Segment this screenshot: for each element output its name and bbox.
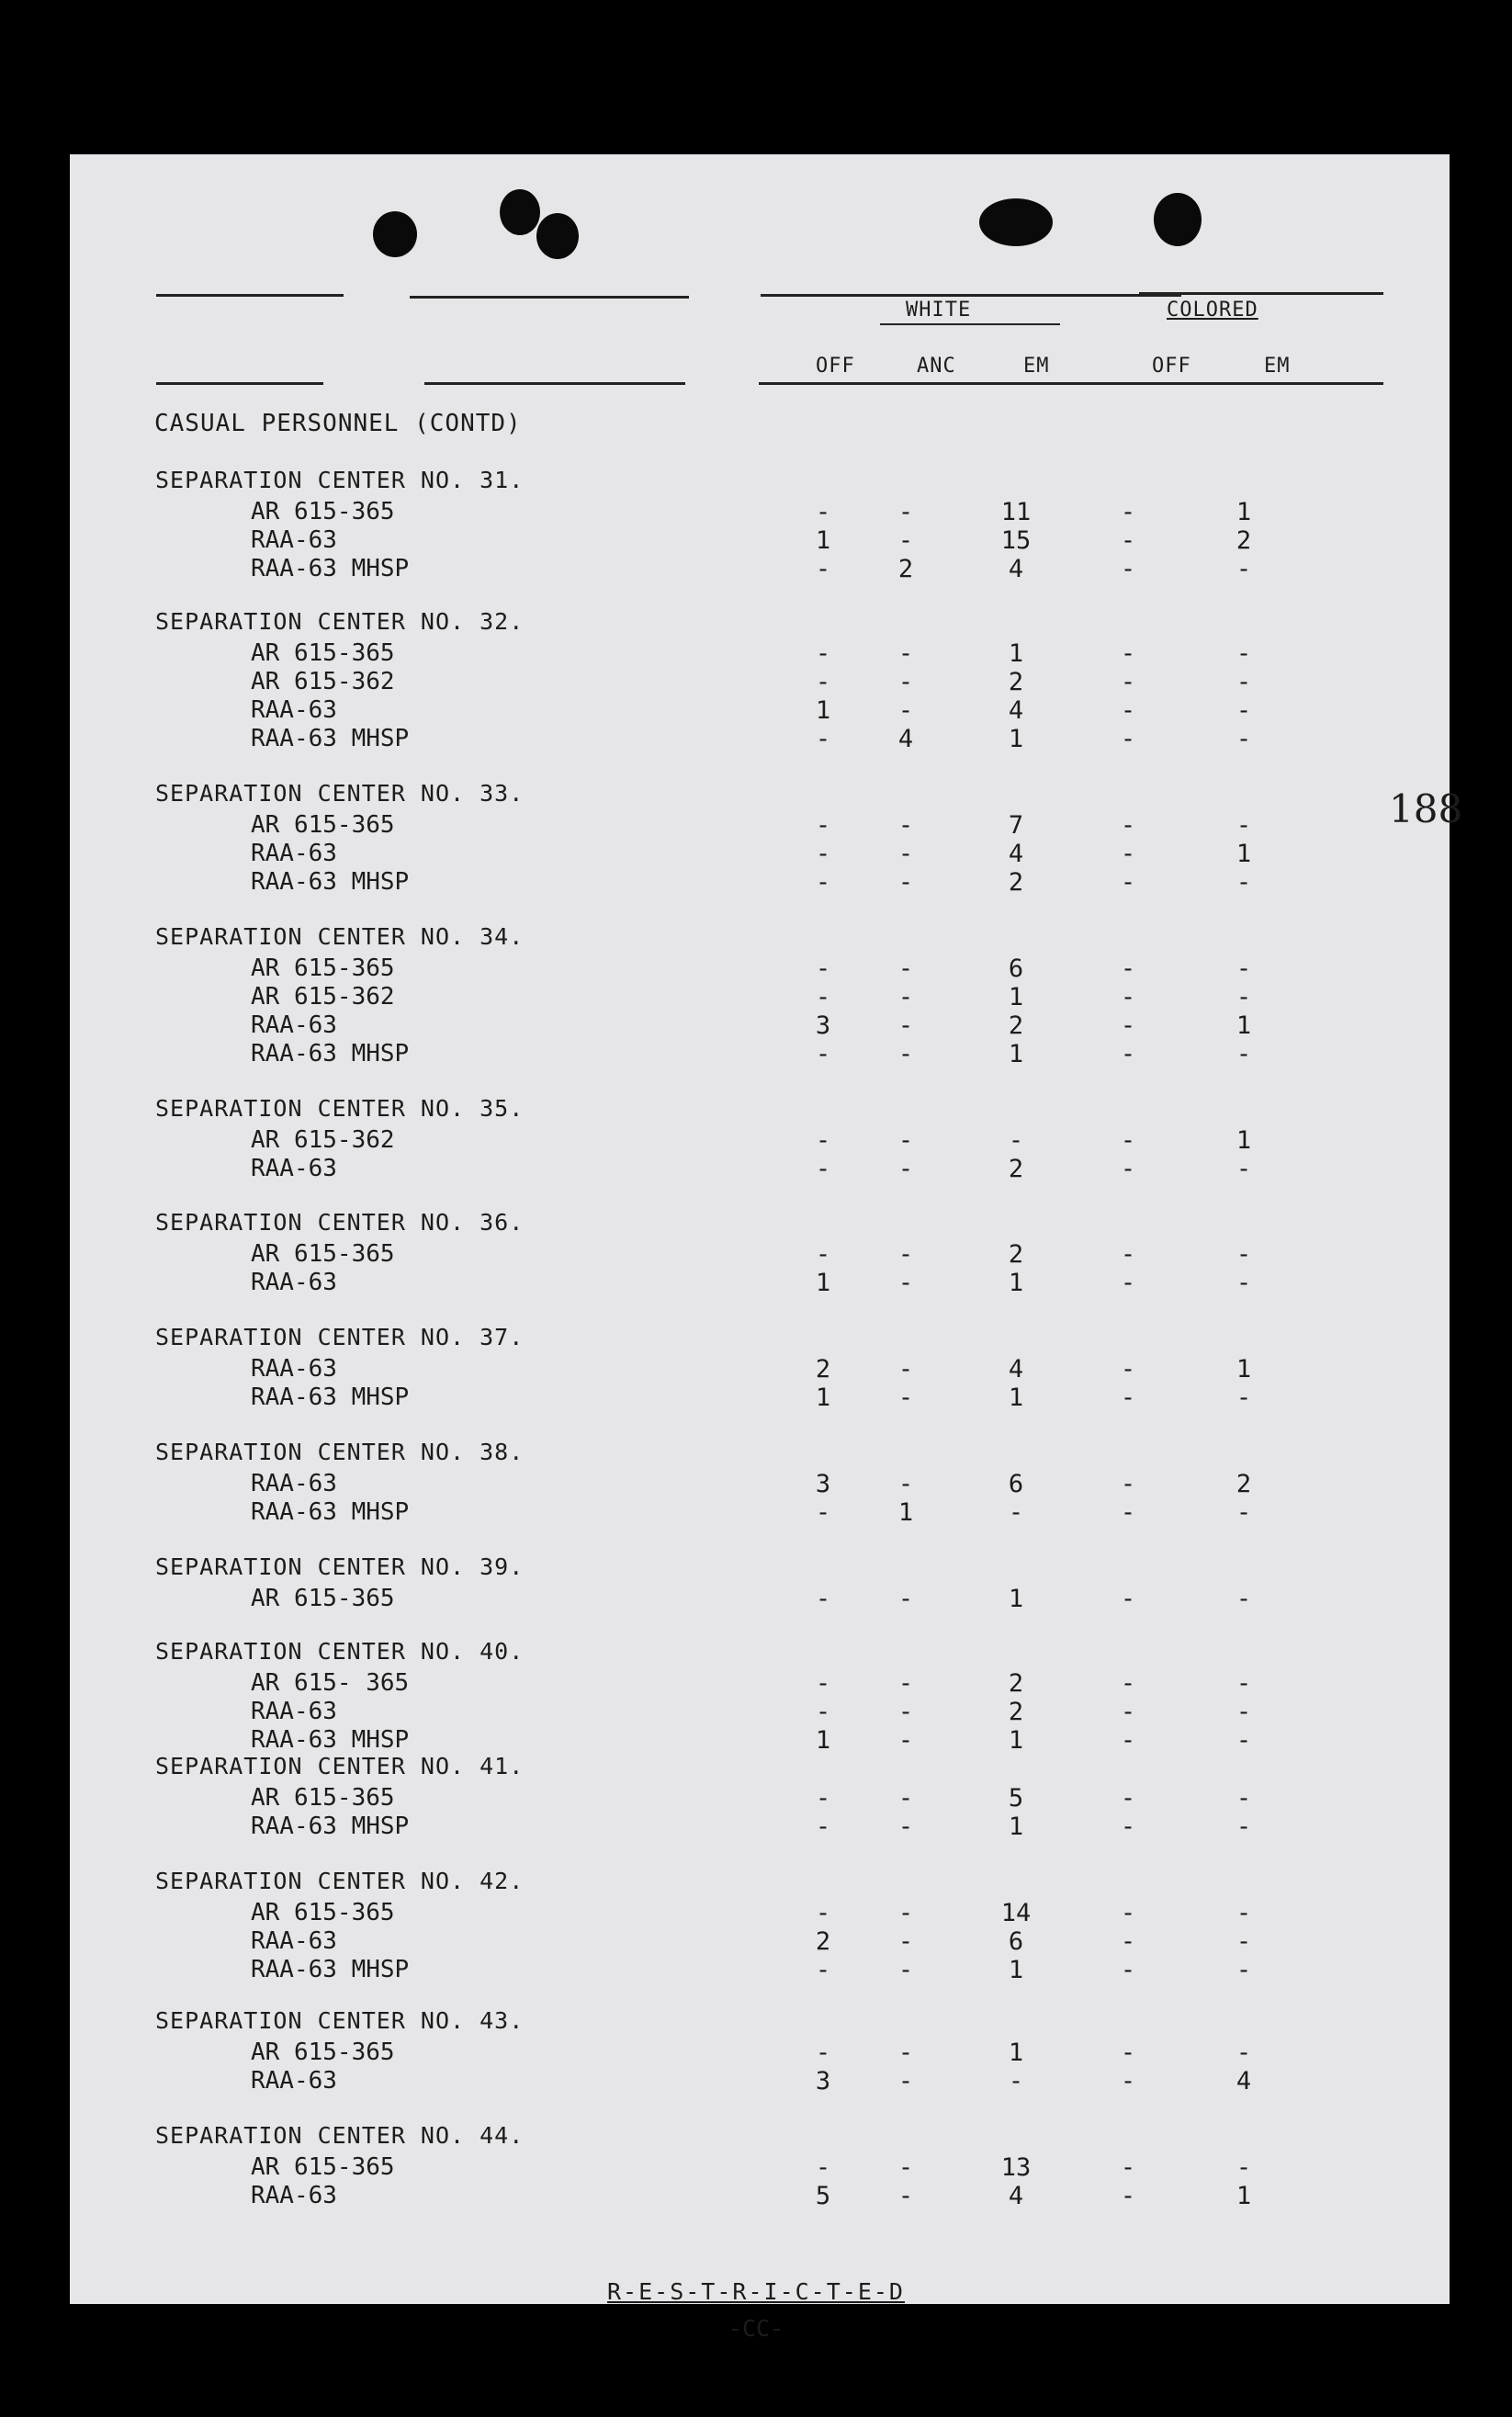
header-rule-top-left — [156, 294, 344, 297]
table-cell: - — [815, 1899, 831, 1927]
table-cell: - — [897, 954, 914, 983]
table-cell: 4 — [1008, 2182, 1024, 2210]
table-cell: - — [1236, 668, 1252, 696]
table-row — [70, 1784, 1450, 1813]
table-row — [70, 725, 1450, 753]
table-row — [70, 2039, 1450, 2067]
table-row — [70, 555, 1450, 583]
table-cell: - — [1120, 1813, 1136, 1841]
table-row — [70, 1040, 1450, 1068]
table-cell: 2 — [1008, 868, 1024, 897]
table-cell: - — [897, 1956, 914, 1984]
table-cell: - — [897, 1470, 914, 1498]
table-cell: - — [1120, 555, 1136, 583]
table-cell: 1 — [1236, 2182, 1252, 2210]
header-rule-top-white — [761, 294, 1181, 297]
page-code: -CC- — [728, 2315, 784, 2342]
punch-hole-2 — [500, 189, 540, 235]
col-header-colored-off: OFF — [1152, 355, 1191, 378]
table-cell: 3 — [815, 2067, 831, 2095]
table-cell: - — [897, 498, 914, 526]
table-cell: - — [1120, 1240, 1136, 1269]
table-cell: - — [897, 1040, 914, 1068]
table-cell: 1 — [1236, 840, 1252, 868]
table-cell: - — [1120, 811, 1136, 840]
row-label: AR 615- 365 — [251, 1669, 410, 1697]
table-cell: 2 — [1008, 1240, 1024, 1269]
row-label: RAA-63 — [251, 696, 337, 724]
table-cell: 1 — [1236, 1011, 1252, 1040]
table-cell: 7 — [1008, 811, 1024, 840]
row-label: RAA-63 — [251, 840, 337, 867]
table-cell: - — [1120, 1384, 1136, 1412]
table-cell: - — [1120, 1355, 1136, 1384]
table-row — [70, 1669, 1450, 1698]
section-title: SEPARATION CENTER NO. 38. — [155, 1439, 525, 1465]
table-cell: - — [897, 2182, 914, 2210]
table-cell: - — [815, 1956, 831, 1984]
punch-hole-3 — [536, 213, 579, 259]
punch-hole-4 — [979, 198, 1053, 246]
table-cell: 14 — [1000, 1899, 1032, 1927]
table-cell: - — [1236, 954, 1252, 983]
table-cell: - — [1120, 983, 1136, 1011]
row-label: RAA-63 — [251, 1011, 337, 1039]
table-cell: 1 — [1008, 2039, 1024, 2067]
table-cell: - — [815, 1498, 831, 1527]
table-cell: - — [1120, 1585, 1136, 1613]
table-cell: - — [815, 1669, 831, 1698]
table-cell: - — [815, 1040, 831, 1068]
row-label: AR 615-365 — [251, 1240, 395, 1268]
table-cell: - — [897, 2153, 914, 2182]
row-label: AR 615-365 — [251, 1784, 395, 1812]
table-cell: - — [1120, 1956, 1136, 1984]
row-label: AR 615-365 — [251, 954, 395, 982]
table-cell: - — [1120, 498, 1136, 526]
col-header-colored-em: EM — [1264, 355, 1291, 378]
table-cell: 1 — [815, 696, 831, 725]
table-cell: - — [815, 555, 831, 583]
table-cell: - — [815, 2153, 831, 2182]
row-label: RAA-63 — [251, 1355, 337, 1383]
table-cell: 1 — [1008, 725, 1024, 753]
table-cell: - — [1120, 1498, 1136, 1527]
table-cell: 2 — [1008, 1698, 1024, 1726]
table-row — [70, 1585, 1450, 1613]
table-cell: - — [1120, 1669, 1136, 1698]
table-row — [70, 1899, 1450, 1927]
table-cell: 1 — [1236, 1126, 1252, 1155]
table-row — [70, 526, 1450, 555]
table-row — [70, 696, 1450, 725]
table-cell: - — [897, 1726, 914, 1755]
table-cell: - — [1236, 725, 1252, 753]
table-cell: - — [815, 1240, 831, 1269]
table-cell: - — [1236, 1698, 1252, 1726]
table-cell: 1 — [1008, 1813, 1024, 1841]
row-label: RAA-63 — [251, 1698, 337, 1725]
table-row — [70, 2153, 1450, 2182]
table-cell: 2 — [815, 1355, 831, 1384]
table-cell: - — [1236, 1899, 1252, 1927]
table-cell: - — [897, 1126, 914, 1155]
row-label: RAA-63 — [251, 2067, 337, 2095]
table-cell: - — [1120, 1698, 1136, 1726]
row-label: RAA-63 MHSP — [251, 725, 410, 752]
table-cell: - — [1236, 983, 1252, 1011]
table-cell: 1 — [815, 526, 831, 555]
table-row — [70, 1240, 1450, 1269]
table-cell: - — [815, 983, 831, 1011]
table-cell: - — [1236, 1813, 1252, 1841]
table-cell: - — [897, 1240, 914, 1269]
table-cell: 2 — [1008, 1669, 1024, 1698]
section-title: SEPARATION CENTER NO. 33. — [155, 780, 525, 807]
table-row — [70, 840, 1450, 868]
table-cell: - — [897, 1899, 914, 1927]
table-cell: - — [1120, 2039, 1136, 2067]
table-cell: 2 — [897, 555, 914, 583]
row-label: AR 615-365 — [251, 1585, 395, 1612]
row-label: RAA-63 — [251, 1470, 337, 1497]
row-label: RAA-63 MHSP — [251, 1384, 410, 1411]
table-row — [70, 868, 1450, 897]
table-cell: - — [897, 696, 914, 725]
table-cell: 4 — [1008, 555, 1024, 583]
table-row — [70, 498, 1450, 526]
table-cell: - — [1236, 1669, 1252, 1698]
table-cell: - — [897, 1585, 914, 1613]
table-cell: - — [1120, 1126, 1136, 1155]
section-title: SEPARATION CENTER NO. 39. — [155, 1553, 525, 1580]
table-cell: - — [815, 868, 831, 897]
table-cell: 1 — [1008, 639, 1024, 668]
table-cell: - — [897, 1813, 914, 1841]
table-cell: 1 — [815, 1726, 831, 1755]
col-header-white-off: OFF — [816, 355, 855, 378]
table-cell: - — [1120, 696, 1136, 725]
table-row — [70, 1126, 1450, 1155]
table-cell: - — [897, 811, 914, 840]
table-cell: - — [1120, 2067, 1136, 2095]
table-cell: - — [1120, 954, 1136, 983]
table-row — [70, 1726, 1450, 1755]
section-title: SEPARATION CENTER NO. 44. — [155, 2122, 525, 2149]
section-heading: CASUAL PERSONNEL (CONTD) — [154, 410, 522, 437]
table-cell: - — [1008, 1498, 1024, 1527]
section-title: SEPARATION CENTER NO. 37. — [155, 1324, 525, 1350]
table-cell: - — [1120, 526, 1136, 555]
table-cell: 1 — [1008, 1269, 1024, 1297]
row-label: RAA-63 MHSP — [251, 555, 410, 582]
table-cell: - — [897, 1011, 914, 1040]
section-title: SEPARATION CENTER NO. 34. — [155, 923, 525, 950]
table-row — [70, 639, 1450, 668]
table-cell: - — [1236, 1155, 1252, 1183]
row-label: RAA-63 MHSP — [251, 1498, 410, 1526]
table-cell: - — [897, 1155, 914, 1183]
table-cell: 1 — [1008, 1040, 1024, 1068]
colored-group-header: COLORED — [1167, 299, 1258, 322]
table-cell: - — [1236, 639, 1252, 668]
table-cell: - — [1236, 2039, 1252, 2067]
section-title: SEPARATION CENTER NO. 40. — [155, 1638, 525, 1665]
col-header-white-anc: ANC — [917, 355, 956, 378]
table-cell: 2 — [1236, 1470, 1252, 1498]
table-row — [70, 1384, 1450, 1412]
table-cell: - — [897, 983, 914, 1011]
row-label: AR 615-365 — [251, 498, 395, 525]
table-cell: 1 — [897, 1498, 914, 1527]
table-cell: - — [815, 840, 831, 868]
row-label: AR 615-362 — [251, 1126, 395, 1154]
table-cell: - — [1236, 1240, 1252, 1269]
table-cell: - — [897, 1355, 914, 1384]
table-cell: - — [1236, 1585, 1252, 1613]
row-label: RAA-63 — [251, 1155, 337, 1182]
table-cell: - — [897, 639, 914, 668]
row-label: AR 615-365 — [251, 811, 395, 839]
section-title: SEPARATION CENTER NO. 36. — [155, 1209, 525, 1236]
table-cell: - — [815, 1698, 831, 1726]
table-row — [70, 668, 1450, 696]
table-cell: 1 — [1008, 983, 1024, 1011]
table-row — [70, 1813, 1450, 1841]
table-cell: - — [1120, 2153, 1136, 2182]
row-label: AR 615-365 — [251, 639, 395, 667]
row-label: RAA-63 MHSP — [251, 868, 410, 896]
row-label: RAA-63 — [251, 1269, 337, 1296]
table-row — [70, 954, 1450, 983]
table-row — [70, 1269, 1450, 1297]
table-cell: - — [1120, 1155, 1136, 1183]
table-cell: - — [815, 639, 831, 668]
table-cell: 4 — [1008, 840, 1024, 868]
table-row — [70, 1155, 1450, 1183]
table-cell: - — [897, 1784, 914, 1813]
punch-hole-1 — [373, 211, 417, 257]
table-cell: 1 — [815, 1269, 831, 1297]
table-cell: - — [1236, 1040, 1252, 1068]
punch-hole-5 — [1154, 193, 1202, 246]
table-cell: - — [1008, 2067, 1024, 2095]
table-cell: 5 — [1008, 1784, 1024, 1813]
table-cell: - — [1120, 1784, 1136, 1813]
table-cell: - — [815, 1585, 831, 1613]
table-cell: 15 — [1000, 526, 1032, 555]
section-title: SEPARATION CENTER NO. 35. — [155, 1095, 525, 1122]
header-rule-bottom-left — [156, 382, 323, 385]
table-cell: - — [897, 1269, 914, 1297]
table-cell: - — [897, 526, 914, 555]
table-cell: - — [1120, 868, 1136, 897]
table-cell: 1 — [1008, 1956, 1024, 1984]
table-cell: 2 — [1008, 1011, 1024, 1040]
section-title: SEPARATION CENTER NO. 32. — [155, 608, 525, 635]
table-cell: - — [1236, 555, 1252, 583]
row-label: RAA-63 — [251, 1927, 337, 1955]
table-cell: 2 — [815, 1927, 831, 1956]
table-cell: 4 — [897, 725, 914, 753]
header-rule-top-colored — [1139, 292, 1383, 295]
row-label: RAA-63 MHSP — [251, 1726, 410, 1754]
table-cell: - — [1120, 2182, 1136, 2210]
table-cell: 1 — [1008, 1585, 1024, 1613]
section-title: SEPARATION CENTER NO. 31. — [155, 467, 525, 493]
table-cell: - — [1236, 868, 1252, 897]
table-cell: - — [897, 668, 914, 696]
table-cell: 4 — [1008, 1355, 1024, 1384]
table-cell: 13 — [1000, 2153, 1032, 2182]
table-cell: - — [897, 2039, 914, 2067]
table-cell: - — [1236, 2153, 1252, 2182]
table-row — [70, 1698, 1450, 1726]
table-cell: - — [1120, 1899, 1136, 1927]
table-cell: - — [1236, 1384, 1252, 1412]
table-cell: - — [815, 498, 831, 526]
page-number: 188 — [1389, 786, 1463, 831]
table-cell: 2 — [1008, 668, 1024, 696]
col-header-white-em: EM — [1023, 355, 1050, 378]
row-label: AR 615-365 — [251, 2153, 395, 2181]
table-row — [70, 811, 1450, 840]
table-cell: - — [897, 1669, 914, 1698]
table-cell: - — [1008, 1126, 1024, 1155]
table-cell: 6 — [1008, 954, 1024, 983]
restricted-marking: R-E-S-T-R-I-C-T-E-D — [607, 2278, 905, 2305]
table-cell: 6 — [1008, 1470, 1024, 1498]
table-cell: 6 — [1008, 1927, 1024, 1956]
table-row — [70, 983, 1450, 1011]
table-cell: - — [815, 1126, 831, 1155]
row-label: RAA-63 MHSP — [251, 1956, 410, 1983]
header-rule-white-under — [880, 323, 1060, 325]
table-cell: - — [815, 811, 831, 840]
table-cell: 1 — [1008, 1726, 1024, 1755]
table-cell: - — [897, 2067, 914, 2095]
table-cell: - — [1120, 840, 1136, 868]
table-cell: - — [897, 840, 914, 868]
table-row — [70, 2182, 1450, 2210]
table-cell: - — [1236, 1269, 1252, 1297]
table-cell: - — [897, 868, 914, 897]
table-cell: - — [897, 1384, 914, 1412]
table-cell: - — [815, 954, 831, 983]
row-label: RAA-63 MHSP — [251, 1813, 410, 1840]
table-cell: 3 — [815, 1011, 831, 1040]
table-row — [70, 1355, 1450, 1384]
table-cell: - — [1120, 1470, 1136, 1498]
white-group-header: WHITE — [906, 299, 972, 322]
table-cell: 4 — [1008, 696, 1024, 725]
row-label: RAA-63 — [251, 2182, 337, 2209]
section-title: SEPARATION CENTER NO. 43. — [155, 2007, 525, 2034]
table-row — [70, 1011, 1450, 1040]
document-page — [70, 154, 1463, 2304]
table-cell: - — [1236, 1498, 1252, 1527]
row-label: RAA-63 — [251, 526, 337, 554]
table-cell: - — [1120, 639, 1136, 668]
table-cell: - — [1236, 1726, 1252, 1755]
table-cell: - — [897, 1927, 914, 1956]
table-cell: 3 — [815, 1470, 831, 1498]
table-row — [70, 1498, 1450, 1527]
header-rule-bottom-right — [759, 382, 1383, 385]
table-cell: - — [1120, 1269, 1136, 1297]
header-rule-top-mid — [410, 296, 689, 299]
row-label: AR 615-362 — [251, 668, 395, 695]
table-cell: - — [1120, 1726, 1136, 1755]
table-cell: - — [1236, 1927, 1252, 1956]
table-cell: 1 — [815, 1384, 831, 1412]
table-row — [70, 1956, 1450, 1984]
table-row — [70, 1470, 1450, 1498]
table-cell: - — [815, 668, 831, 696]
table-cell: 1 — [1236, 498, 1252, 526]
table-cell: - — [1236, 1956, 1252, 1984]
table-cell: - — [1236, 811, 1252, 840]
header-rule-bottom-mid — [424, 382, 685, 385]
row-label: AR 615-365 — [251, 2039, 395, 2066]
table-cell: - — [1120, 1011, 1136, 1040]
table-cell: - — [1236, 696, 1252, 725]
table-cell: - — [815, 1784, 831, 1813]
table-cell: 1 — [1236, 1355, 1252, 1384]
row-label: AR 615-365 — [251, 1899, 395, 1926]
table-cell: 4 — [1236, 2067, 1252, 2095]
table-row — [70, 1927, 1450, 1956]
table-cell: - — [815, 2039, 831, 2067]
section-title: SEPARATION CENTER NO. 41. — [155, 1753, 525, 1779]
row-label: AR 615-362 — [251, 983, 395, 1011]
table-cell: - — [1120, 1927, 1136, 1956]
table-cell: - — [1120, 1040, 1136, 1068]
table-row — [70, 2067, 1450, 2095]
table-cell: 1 — [1008, 1384, 1024, 1412]
table-cell: - — [815, 1155, 831, 1183]
table-cell: 2 — [1236, 526, 1252, 555]
table-cell: - — [1120, 725, 1136, 753]
table-cell: - — [815, 725, 831, 753]
table-cell: - — [1236, 1784, 1252, 1813]
row-label: RAA-63 MHSP — [251, 1040, 410, 1067]
table-cell: 11 — [1000, 498, 1032, 526]
table-cell: 5 — [815, 2182, 831, 2210]
table-cell: 2 — [1008, 1155, 1024, 1183]
table-cell: - — [1120, 668, 1136, 696]
table-cell: - — [815, 1813, 831, 1841]
section-title: SEPARATION CENTER NO. 42. — [155, 1868, 525, 1894]
table-cell: - — [897, 1698, 914, 1726]
